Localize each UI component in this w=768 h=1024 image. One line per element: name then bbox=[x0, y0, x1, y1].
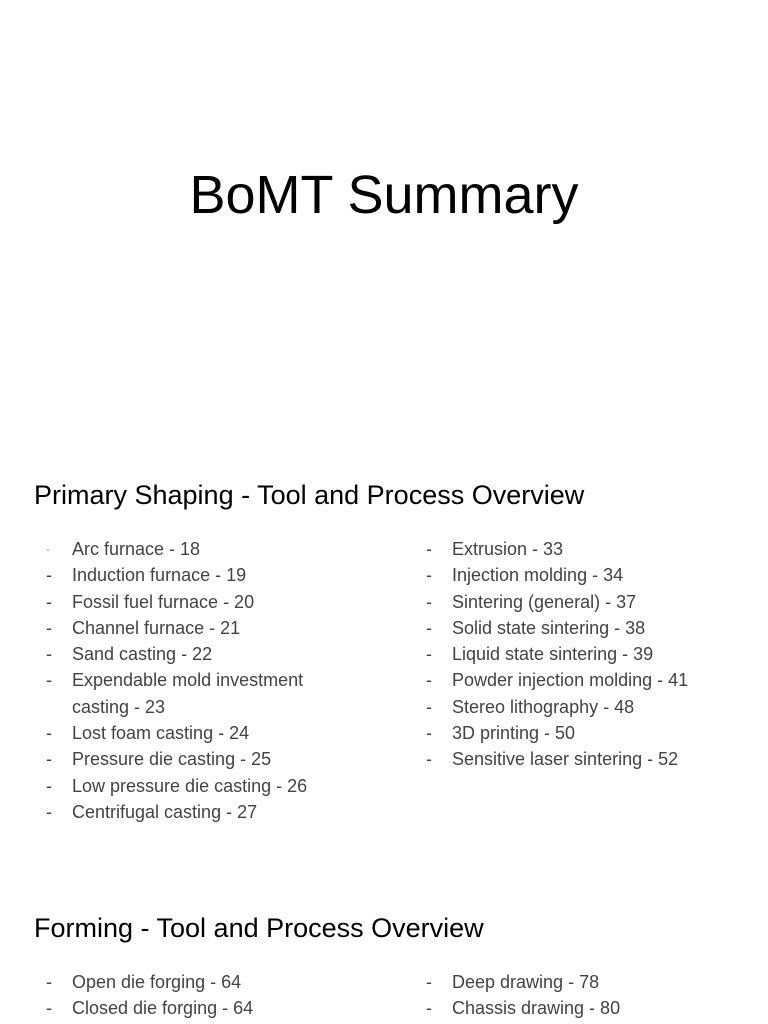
list-item: - Chassis drawing - 80 bbox=[426, 995, 726, 1021]
list-item: - Centrifugal casting - 27 bbox=[46, 799, 336, 825]
forming-list-right bbox=[426, 969, 726, 1022]
list-item: - Powder injection molding - 41 bbox=[426, 667, 726, 693]
section-heading-forming: Forming - Tool and Process Overview bbox=[34, 913, 484, 943]
list-item: - Low pressure die casting - 26 bbox=[46, 773, 336, 799]
primary-shaping-list-left bbox=[46, 536, 336, 825]
list-item: - Fossil fuel furnace - 20 bbox=[46, 589, 336, 615]
list-item: - Extrusion - 33 bbox=[426, 536, 726, 562]
list-item: - Open die forging - 64 bbox=[46, 969, 336, 995]
list-item: - Sand casting - 22 bbox=[46, 641, 336, 667]
list-item: - Injection molding - 34 bbox=[426, 562, 726, 588]
list-item: - Pressure die casting - 25 bbox=[46, 746, 336, 772]
list-item: - Solid state sintering - 38 bbox=[426, 615, 726, 641]
list-item: - Liquid state sintering - 39 bbox=[426, 641, 726, 667]
section-heading-primary-shaping: Primary Shaping - Tool and Process Overview bbox=[34, 480, 585, 510]
list-item: - Closed die forging - 64 bbox=[46, 995, 336, 1021]
list-item: - Sintering (general) - 37 bbox=[426, 589, 726, 615]
primary-shaping-list-right bbox=[426, 536, 726, 773]
forming-list-left bbox=[46, 969, 336, 1022]
list-item: - Stereo lithography - 48 bbox=[426, 694, 726, 720]
list-item: - Sensitive laser sintering - 52 bbox=[426, 746, 726, 772]
list-item: - Expendable mold investment casting - 23 bbox=[46, 667, 336, 720]
page-title: BoMT Summary bbox=[189, 165, 579, 225]
list-item: - Lost foam casting - 24 bbox=[46, 720, 336, 746]
list-item: - Induction furnace - 19 bbox=[46, 562, 336, 588]
list-item: - Deep drawing - 78 bbox=[426, 969, 726, 995]
list-item: - Arc furnace - 18 bbox=[46, 536, 336, 562]
list-item: - 3D printing - 50 bbox=[426, 720, 726, 746]
list-item: - Channel furnace - 21 bbox=[46, 615, 336, 641]
